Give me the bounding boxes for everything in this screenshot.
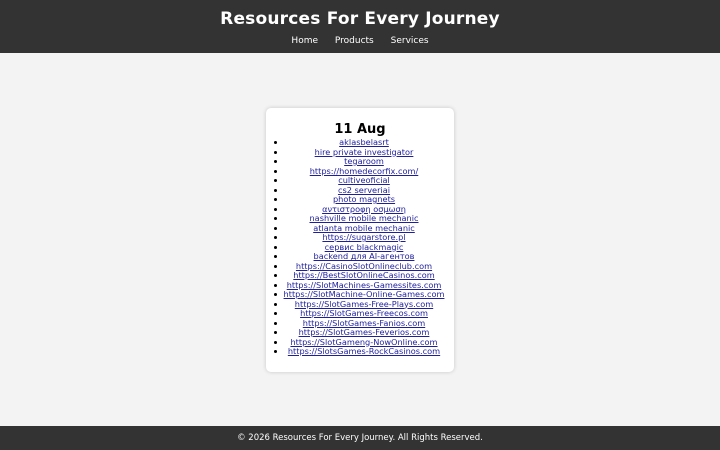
resource-link[interactable]: https://SlotGames-Free-Plays.com [294, 298, 434, 309]
resource-link[interactable]: hire private investigator [314, 146, 414, 157]
resource-link[interactable]: cs2 serveriai [337, 184, 391, 195]
resource-link[interactable]: https://SlotGames-Feverios.com [298, 327, 430, 337]
nav-home-link[interactable]: Home [291, 36, 318, 46]
resource-link[interactable]: https://homedecorfix.com/ [309, 165, 419, 176]
resource-link[interactable]: cultiveoficial [338, 175, 390, 185]
card-date-heading: 11 Aug [334, 122, 386, 137]
resource-link[interactable]: https://BestSlotOnlineCasinos.com [293, 270, 435, 280]
resource-link[interactable]: https://SlotMachines-Gamessites.com [286, 279, 442, 290]
resource-link[interactable]: https://CasinoSlotOnlineclub.com [295, 260, 433, 271]
resource-link[interactable]: сервис blackmagic [324, 241, 404, 252]
main-nav [0, 34, 720, 48]
resource-link[interactable]: backend для AI-агентов [313, 251, 415, 261]
resource-link[interactable]: atlanta mobile mechanic [313, 222, 415, 233]
nav-products-link[interactable]: Products [334, 36, 374, 46]
list-item [274, 347, 454, 357]
copyright-text: © 2026 Resources For Every Journey. All Rights Reserved. [237, 433, 483, 443]
content-card [266, 108, 454, 372]
resource-link[interactable]: https://SlotsGames-RockCasinos.com [287, 346, 441, 356]
resource-link[interactable]: https://SlotGames-Freecos.com [300, 308, 428, 318]
resource-link[interactable]: https://SlotGameng-NowOnline.com [290, 336, 438, 347]
resource-link[interactable]: photo magnets [332, 194, 396, 204]
resource-link[interactable]: αντιστροφη οσμωση [322, 203, 406, 214]
nav-services-link[interactable]: Services [390, 36, 429, 46]
resource-link[interactable]: https://sugarstore.pl [322, 232, 406, 242]
site-header [0, 0, 720, 53]
site-footer [0, 426, 720, 450]
site-title: Resources For Every Journey [220, 9, 500, 29]
resource-link[interactable]: aklasbelasrt [339, 137, 389, 147]
resource-link[interactable]: https://SlotGames-Fanios.com [302, 317, 426, 328]
link-list [266, 138, 454, 357]
resource-link[interactable]: tegaroom [344, 156, 384, 166]
resource-link[interactable]: nashville mobile mechanic [309, 213, 419, 223]
resource-link[interactable]: https://SlotMachine-Online-Games.com [283, 289, 445, 299]
